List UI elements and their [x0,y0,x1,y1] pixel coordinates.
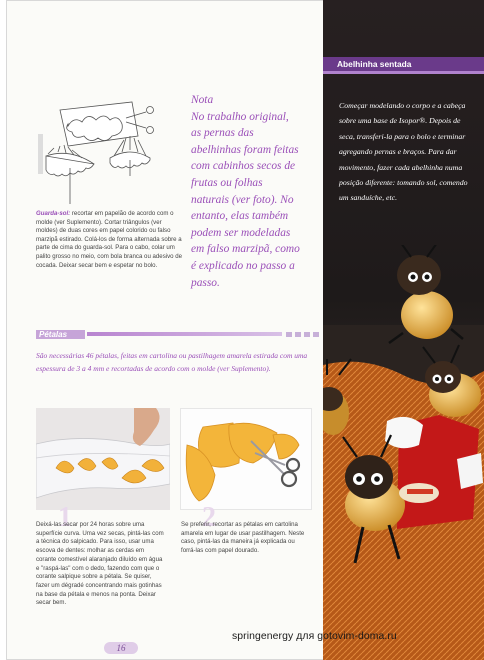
step-number-2: 2 [202,502,216,533]
note-line: passo. [191,276,220,289]
parasol-caption-lead: Guarda-sol: [36,210,71,217]
note-line: abelhinhas foram feitas [191,143,299,156]
note-line: frutas ou folhas [191,176,263,189]
section-dots [286,332,319,337]
header-underline [323,71,484,74]
note-line: em falso marzipã, como [191,243,300,256]
note-line: podem ser modeladas [191,226,291,239]
bee-cake-photo [323,245,484,660]
parasol-caption-body: recortar em papelão de acordo com o molde (ver Suplemento). Cortar triângulos (ver moldes) de duas cores em papel colorido ou falso marzipã estirado. Colá-los de forma alternada sobre a parte de cima do guarda-sol. Para o cabo, colar um palito grosso no meio, com bola branca ou adesivo de cocada. Deixar secar bem e espetar no bolo. [36,210,183,269]
note-line: Nota [191,94,214,106]
petals-text: São necessárias 46 pétalas, feitas em cartolina ou pastilhagem amarela estirada com uma espessura de 3 a 4 mm e recortadas de acordo com o molde (ver Suplemento). [36,351,308,374]
section-rule [87,332,282,336]
step-number-1: 1 [58,502,72,533]
page-number: 16 [104,642,138,654]
step-1-caption: Deixá-las secar por 24 horas sobre uma superfície curva. Uma vez secas, pintá-las com a técnica do salpicado. Para isso, usar uma escova de dentes: molhar as cerdas em corante comestível alaranjado diluído em água e "raspá-las" com o dedo, fazendo com que o corante salpique sobre a pétala. Se quiser, fazer um dégradé concentrando mais gotinhas na base da pétala e menos na ponta. Deixar secar bem. [36,521,164,607]
note-block [191,92,319,291]
note-line: entanto, elas também [191,210,289,223]
step-2-photo [180,408,312,510]
note-line: naturais (ver foto). No [191,193,294,206]
bee-section-header [323,57,484,74]
bee-section-title: Abelhinha sentada [337,59,412,69]
step-2-caption: Se preferir, recortar as pétalas em cartolina amarela em lugar de usar pastilhagem. Neste caso, pintá-las da maneira já explicada ou forrá-las com papel dourado. [181,521,305,555]
note-line: é explicado no passo a [191,259,295,272]
parasol-caption [36,210,184,270]
bee-instructions: Começar modelando o corpo e a cabeça sobre uma base de Isopor®. Depois de seca, transferi-la para o bolo e terminar agregando pernas e braços. Para dar movimento, fazer cada abelhinha numa posição diferente: tomando sol, comendo um sanduíche, etc. [339,101,468,203]
step-1-photo [36,408,170,510]
petals-title: Pétalas [36,330,85,339]
note-line: No trabalho original, [191,110,289,123]
petals-section-header [36,330,319,338]
note-line: as pernas das [191,127,254,140]
note-line: com cabinhos secos de [191,160,296,173]
parasol-illustration [38,96,188,212]
watermark: springenergy для gotovim-doma.ru [232,631,397,642]
